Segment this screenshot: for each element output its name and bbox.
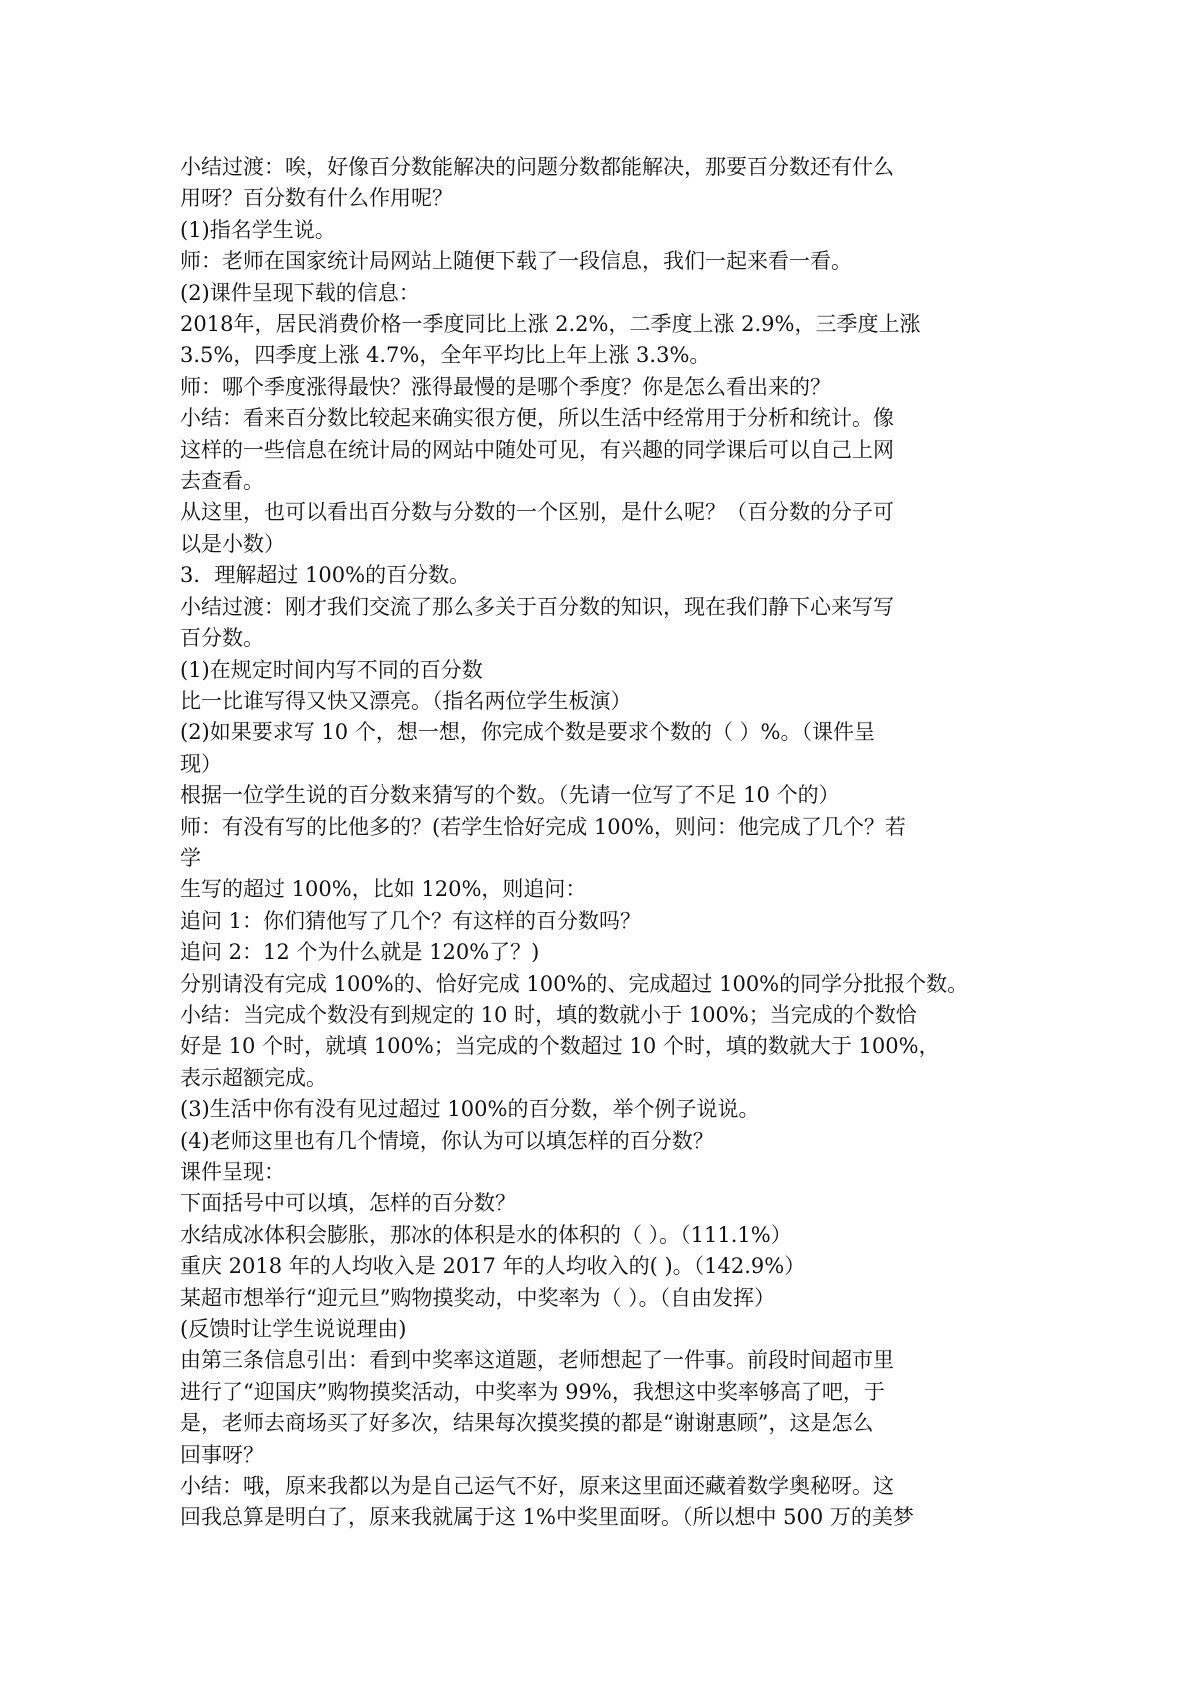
text-line: 百分数。: [180, 626, 264, 651]
text-line: 根据一位学生说的百分数来猜写的个数。（先请一位写了不足 10 个的）: [180, 783, 840, 808]
text-line: 回事呀？: [180, 1442, 264, 1467]
text-line: 生写的超过 100%，比如 120%，则追问：: [180, 877, 587, 902]
text-line: 分别请没有完成 100%的、恰好完成 100%的、完成超过 100%的同学分批报个数。: [180, 971, 969, 996]
text-line: 师：哪个季度涨得最快？涨得最慢的是哪个季度？你是怎么看出来的？: [180, 374, 831, 399]
text-line: (2)课件呈现下载的信息：: [180, 280, 420, 305]
text-line: 好是 10 个时，就填 100%；当完成的个数超过 10 个时，填的数就大于 100%，: [180, 1034, 940, 1059]
text-line: 比一比谁写得又快又漂亮。（指名两位学生板演）: [180, 688, 632, 713]
text-line: 进行了“迎国庆”购物摸奖活动，中奖率为 99%，我想这中奖率够高了吧，于: [180, 1379, 885, 1404]
text-line: 表示超额完成。: [180, 1065, 327, 1090]
text-line: 重庆 2018 年的人均收入是 2017 年的人均收入的( )。（142.9%）: [180, 1254, 806, 1279]
text-line: 小结过渡：唉，好像百分数能解决的问题分数都能解决，那要百分数还有什么: [180, 155, 894, 179]
text-line: 这样的一些信息在统计局的网站中随处可见，有兴趣的同学课后可以自己上网: [180, 437, 894, 462]
text-line: 追问 1：你们猜他写了几个？有这样的百分数吗？: [180, 908, 642, 933]
text-line: 师：有没有写的比他多的？(若学生恰好完成 100%，则问：他完成了几个？若: [180, 814, 906, 839]
text-line: 用呀？百分数有什么作用呢？: [180, 186, 453, 211]
text-line: 课件呈现：: [180, 1160, 285, 1184]
text-line: 由第三条信息引出：看到中奖率这道题，老师想起了一件事。前段时间超市里: [180, 1348, 894, 1373]
text-line: 学: [180, 845, 201, 870]
text-line: (1)在规定时间内写不同的百分数: [180, 657, 483, 682]
document-body: [180, 152, 1030, 1534]
text-line: (1)指名学生说。: [180, 217, 336, 242]
text-line: 小结：哦，原来我都以为是自己运气不好，原来这里面还藏着数学奥秘呀。这: [180, 1474, 894, 1499]
text-line: (2)如果要求写 10 个，想一想，你完成个数是要求个数的（ ）%。（课件呈: [180, 720, 875, 745]
text-line: 从这里，也可以看出百分数与分数的一个区别，是什么呢？（百分数的分子可: [180, 500, 894, 525]
text-line: 2018年，居民消费价格一季度同比上涨 2.2%，二季度上涨 2.9%，三季度上涨: [180, 312, 921, 337]
text-line: 师：老师在国家统计局网站上随便下载了一段信息，我们一起来看一看。: [180, 249, 852, 274]
text-line: 某超市想举行“迎元旦”购物摸奖动，中奖率为（ ）。（自由发挥）: [180, 1285, 776, 1310]
text-line: 追问 2：12 个为什么就是 120%了？): [180, 940, 540, 965]
text-line: 小结过渡：刚才我们交流了那么多关于百分数的知识，现在我们静下心来写写: [180, 594, 894, 619]
text-line: 去查看。: [180, 469, 264, 494]
text-line: (3)生活中你有没有见过超过 100%的百分数，举个例子说说。: [180, 1097, 760, 1122]
text-line: 以是小数）: [180, 531, 285, 556]
text-line: 回我总算是明白了，原来我就属于这 1%中奖里面呀。（所以想中 500 万的美梦: [180, 1505, 914, 1530]
text-line: 是，老师去商场买了好多次，结果每次摸奖摸的都是“谢谢惠顾”，这是怎么: [180, 1411, 874, 1436]
text-line: 小结：看来百分数比较起来确实很方便，所以生活中经常用于分析和统计。像: [180, 406, 894, 431]
text-line: 现）: [180, 751, 222, 776]
text-line: 下面括号中可以填，怎样的百分数？: [180, 1191, 516, 1216]
text-line: 小结：当完成个数没有到规定的 10 时，填的数就小于 100%；当完成的个数恰: [180, 1002, 917, 1027]
text-line: (反馈时让学生说说理由): [180, 1317, 407, 1342]
text-line: (4)老师这里也有几个情境，你认为可以填怎样的百分数？: [180, 1128, 714, 1153]
text-line: 水结成冰体积会膨胀，那冰的体积是水的体积的（ ）。（111.1%）: [180, 1222, 792, 1247]
text-line: 3．理解超过 100%的百分数。: [180, 563, 471, 588]
text-line: 3.5%，四季度上涨 4.7%，全年平均比上年上涨 3.3%。: [180, 343, 711, 368]
